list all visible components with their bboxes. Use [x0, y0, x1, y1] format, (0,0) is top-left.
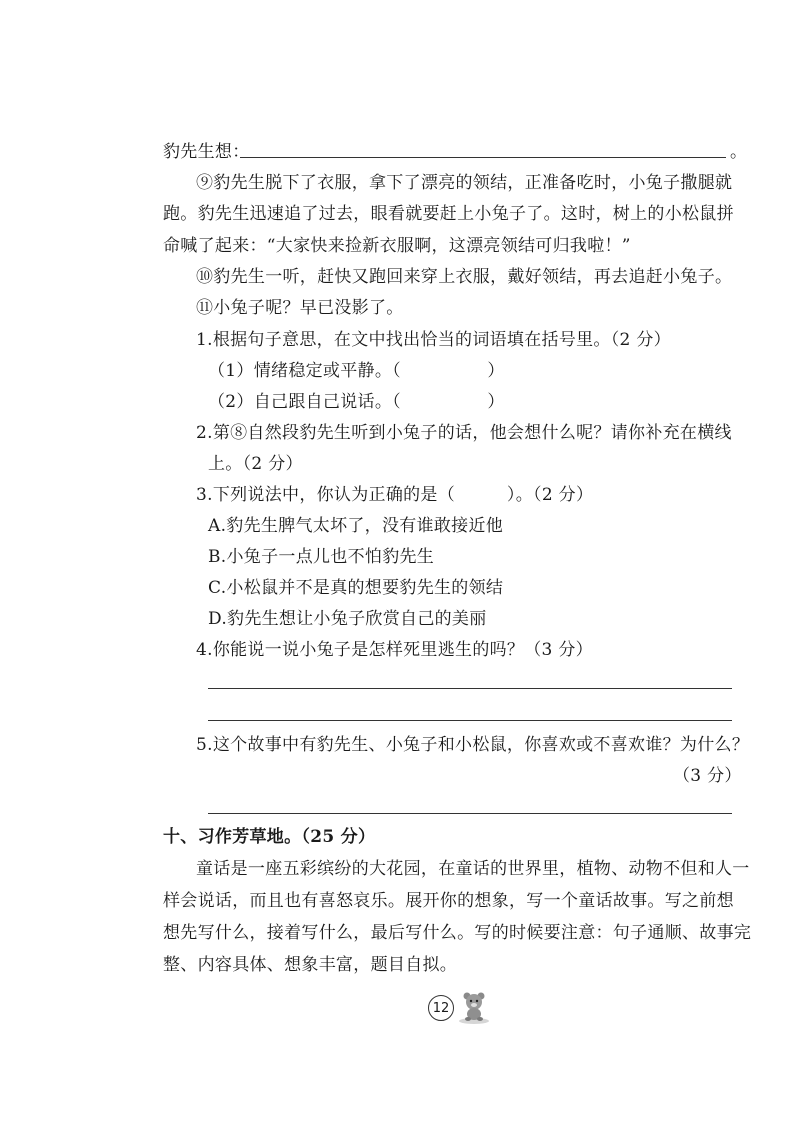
question-1-item-2: （2）自己跟自己说话。（ ）	[208, 392, 505, 412]
answer-line-q2[interactable]	[240, 157, 726, 158]
question-3-option-d: D.豹先生想让小兔子欣赏自己的美丽	[208, 609, 487, 629]
section-10-text-1: 童话是一座五彩缤纷的大花园，在童话的世界里，植物、动物不但和人一	[196, 859, 750, 879]
question-4: 4.你能说一说小兔子是怎样死里逃生的吗？（3 分）	[196, 640, 593, 660]
section-10-text-3: 想先写什么，接着写什么，最后写什么。写的时候要注意：句子通顺、故事完	[163, 923, 752, 943]
answer-line-q4-1[interactable]	[208, 688, 732, 689]
question-3-option-c: C.小松鼠并不是真的想要豹先生的领结	[208, 578, 504, 598]
question-2-line-1: 2.第⑧自然段豹先生听到小兔子的话，他会想什么呢？请你补充在横线	[196, 423, 732, 443]
question-3: 3.下列说法中，你认为正确的是（ ）。（2 分）	[196, 485, 594, 505]
question-5-score: （3 分）	[673, 766, 742, 786]
page-number: 12	[428, 995, 454, 1021]
section-10-text-4: 整、内容具体、想象丰富，题目自拟。	[163, 955, 458, 975]
prompt-leopard-thinks: 豹先生想：	[163, 142, 250, 162]
period-mark: 。	[730, 142, 748, 162]
section-10-text-2: 样会说话，而且也有喜怒哀乐。展开你的想象，写一个童话故事。写之前想	[163, 891, 734, 911]
answer-line-q4-2[interactable]	[208, 720, 732, 721]
page-footer	[428, 990, 492, 1026]
answer-line-q5[interactable]	[208, 813, 732, 814]
question-3-option-b: B.小兔子一点儿也不怕豹先生	[208, 547, 435, 567]
section-10-title: 十、习作芳草地。（25 分）	[163, 827, 376, 847]
question-1-item-1: （1）情绪稳定或平静。（ ）	[208, 361, 505, 381]
question-3-option-a: A.豹先生脾气太坏了，没有谁敢接近他	[208, 516, 504, 536]
paragraph-9-line-3: 命喊了起来：“大家快来捡新衣服啊，这漂亮领结可归我啦！”	[163, 236, 631, 256]
paragraph-9-line-1: ⑨豹先生脱下了衣服，拿下了漂亮的领结，正准备吃时，小兔子撒腿就	[196, 173, 733, 193]
question-5: 5.这个故事中有豹先生、小兔子和小松鼠，你喜欢或不喜欢谁？为什么？	[196, 735, 750, 755]
question-1: 1.根据句子意思，在文中找出恰当的词语填在括号里。（2 分）	[196, 330, 671, 350]
paragraph-11: ⑪小兔子呢？早已没影了。	[196, 298, 404, 318]
paragraph-10: ⑩豹先生一听，赶快又跑回来穿上衣服，戴好领结，再去追赶小兔子。	[196, 267, 733, 287]
paragraph-9-line-2: 跑。豹先生迅速追了过去，眼看就要赶上小兔子了。这时，树上的小松鼠拼	[163, 204, 734, 224]
bear-mascot-icon	[456, 990, 492, 1026]
question-2-line-2: 上。（2 分）	[208, 454, 303, 474]
